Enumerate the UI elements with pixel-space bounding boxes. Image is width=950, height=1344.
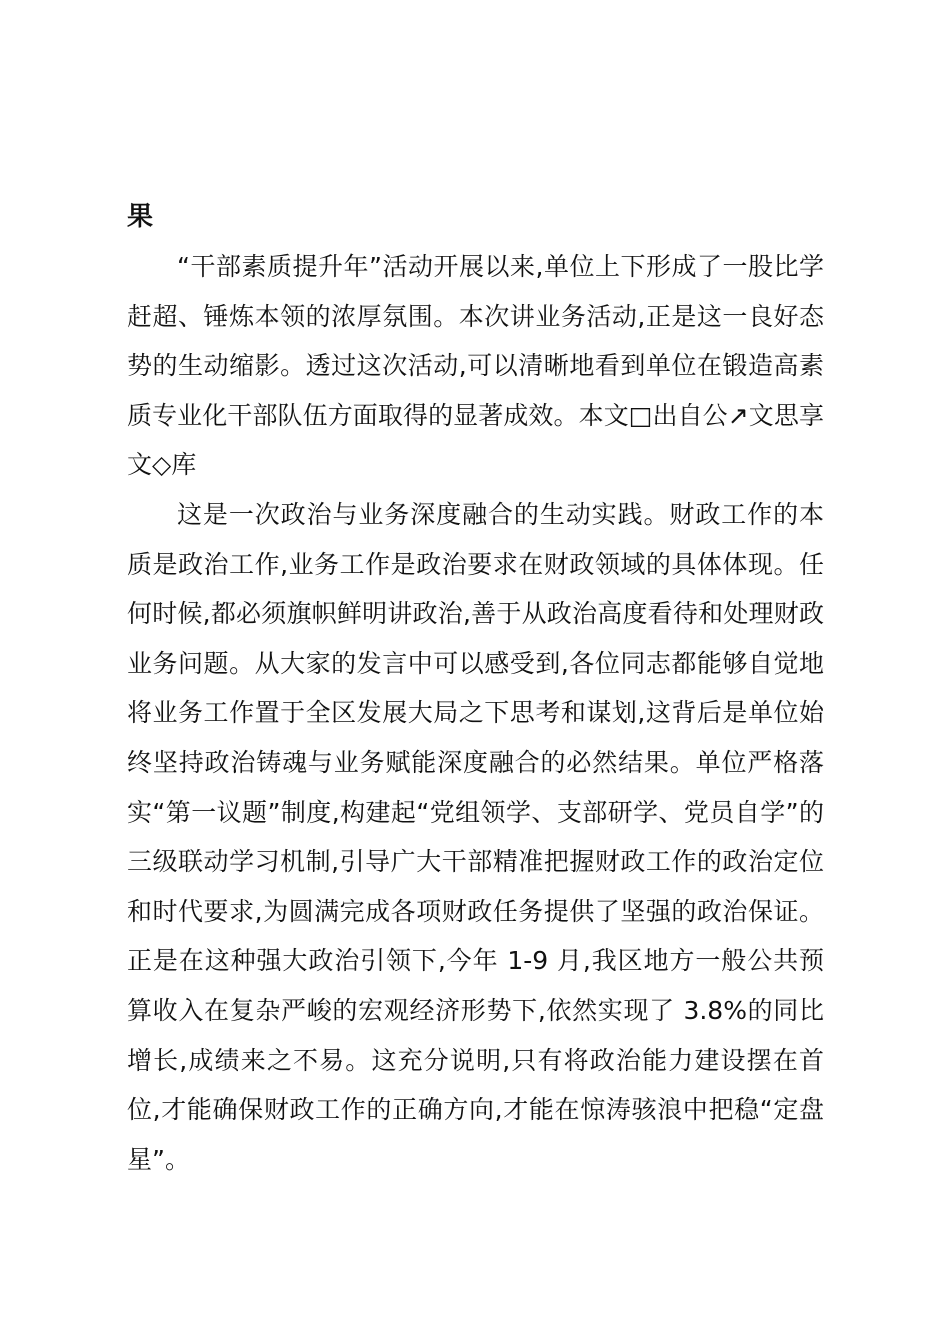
section-heading: 果 (127, 202, 154, 232)
paragraph-activity-overview: “干部素质提升年”活动开展以来,单位上下形成了一股比学赶超、锤炼本领的浓厚氛围。本次讲业务活动,正是这一良好态势的生动缩影。透过这次活动,可以清晰地看到单位在锻造高素质专业化干部队伍方面取得的显著成效。本文□出自公↗文思享文◇库 (127, 252, 824, 480)
document-body (127, 192, 824, 1184)
paragraph-political-integration: 这是一次政治与业务深度融合的生动实践。财政工作的本质是政治工作,业务工作是政治要求在财政领域的具体体现。任何时候,都必须旗帜鲜明讲政治,善于从政治高度看待和处理财政业务问题。从大家的发言中可以感受到,各位同志都能够自觉地将业务工作置于全区发展大局之下思考和谋划,这背后是单位始终坚持政治铸魂与业务赋能深度融合的必然结果。单位严格落实“第一议题”制度,构建起“党组领学、支部研学、党员自学”的三级联动学习机制,引导广大干部精准把握财政工作的政治定位和时代要求,为圆满完成各项财政任务提供了坚强的政治保证。正是在这种强大政治引领下,今年 1-9 月,我区地方一般公共预算收入在复杂严峻的宏观经济形势下,依然实现了 3.8%的同比增长,成绩来之不易。这充分说明,只有将政治能力建设摆在首位,才能确保财政工作的正确方向,才能在惊涛骇浪中把稳“定盘星”。 (127, 499, 824, 1174)
